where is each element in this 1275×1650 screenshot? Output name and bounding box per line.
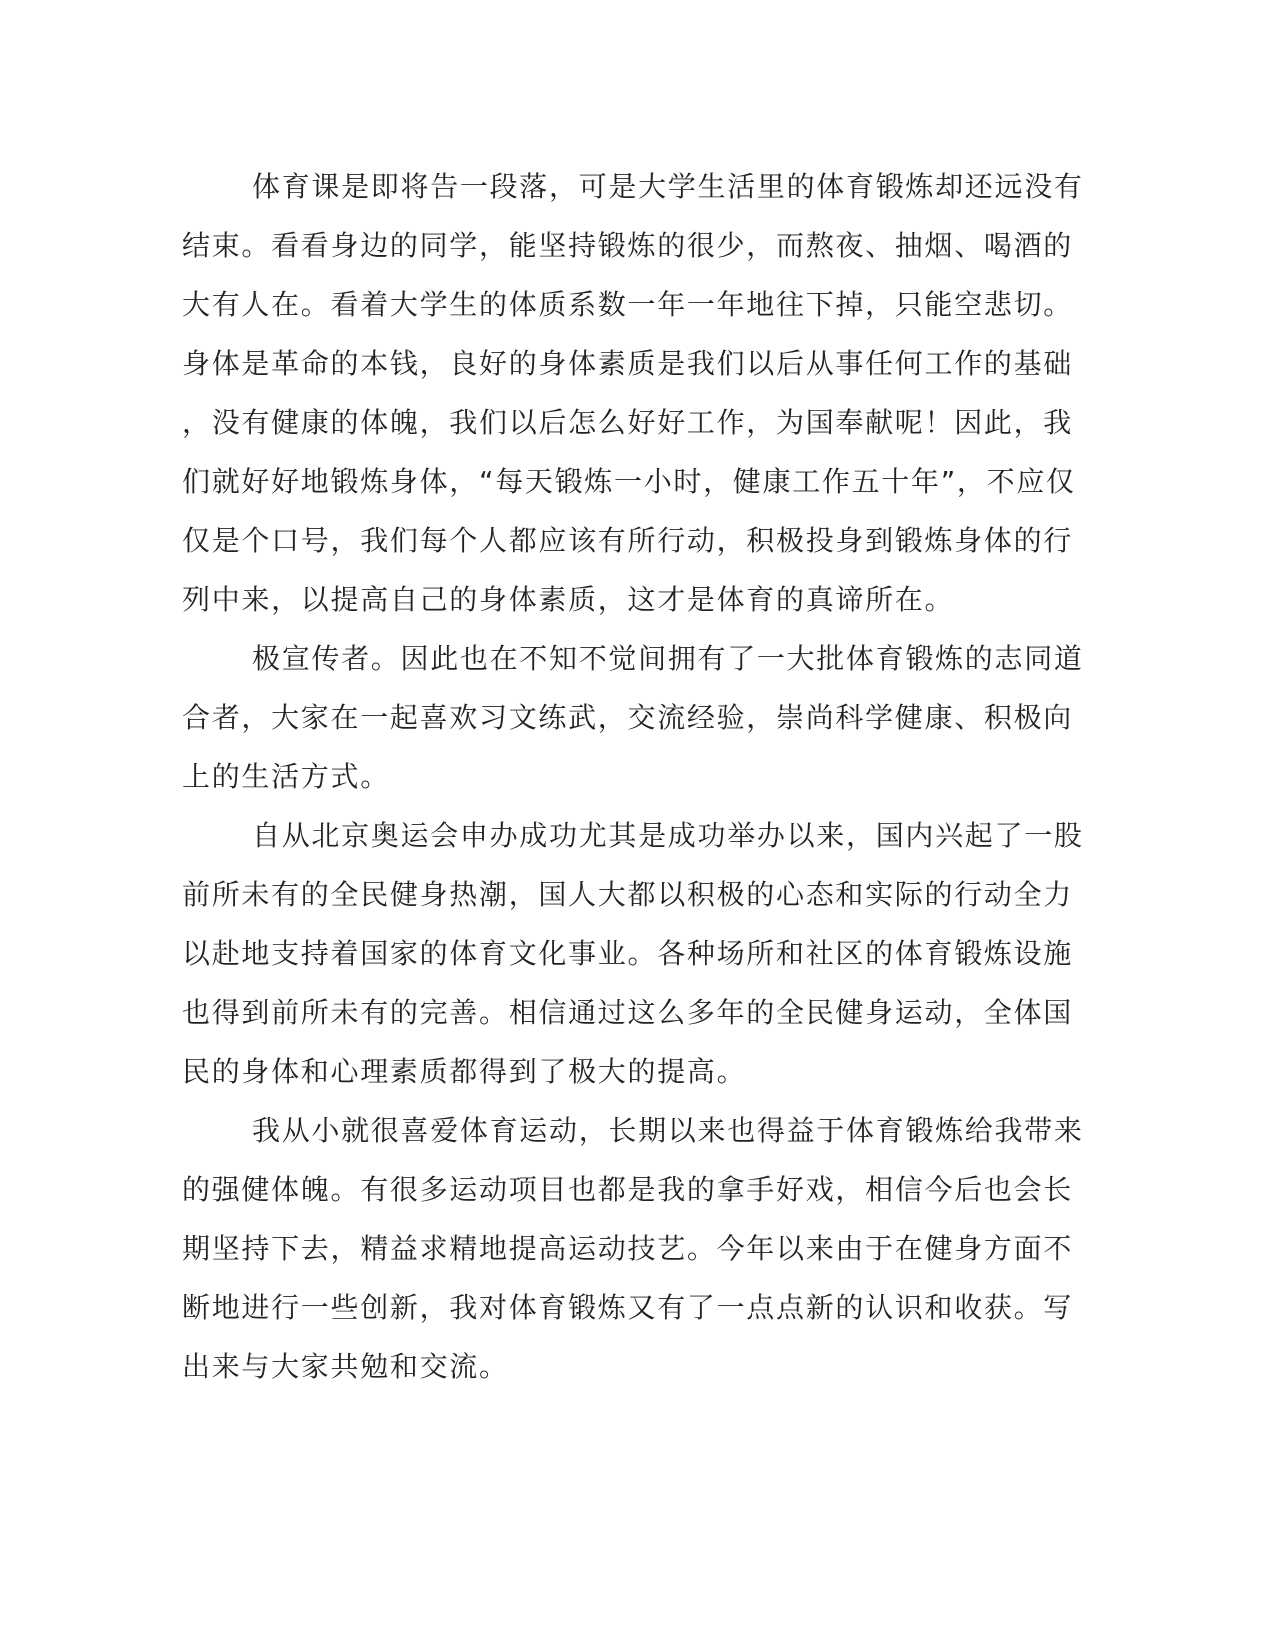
paragraph-1-line-6: 们就好好地锻炼身体，“每天锻炼一小时，健康工作五十年”，不应仅 [182, 465, 1076, 498]
paragraph-2-line-3: 上的生活方式。 [182, 760, 390, 793]
paragraph-4-line-5: 出来与大家共勉和交流。 [182, 1350, 509, 1383]
paragraph-4-line-1: 我从小就很喜爱体育运动，长期以来也得益于体育锻炼给我带来 [252, 1114, 1084, 1147]
paragraph-3-line-5: 民的身体和心理素质都得到了极大的提高。 [182, 1055, 747, 1088]
document-body [182, 157, 1084, 1396]
paragraph-4-line-2: 的强健体魄。有很多运动项目也都是我的拿手好戏，相信今后也会长 [182, 1173, 1074, 1206]
paragraph-4-line-3: 期坚持下去，精益求精地提高运动技艺。今年以来由于在健身方面不 [182, 1232, 1074, 1265]
paragraph-1-line-8: 列中来，以提高自己的身体素质，这才是体育的真谛所在。 [182, 583, 955, 616]
paragraph-1-line-2: 结束。看看身边的同学，能坚持锻炼的很少，而熬夜、抽烟、喝酒的 [182, 229, 1074, 262]
paragraph-1-line-1: 体育课是即将告一段落，可是大学生活里的体育锻炼却还远没有 [252, 170, 1084, 203]
paragraph-3-line-2: 前所未有的全民健身热潮，国人大都以积极的心态和实际的行动全力 [182, 878, 1074, 911]
paragraph-1-line-4: 身体是革命的本钱，良好的身体素质是我们以后从事任何工作的基础 [182, 347, 1074, 380]
paragraph-3-line-4: 也得到前所未有的完善。相信通过这么多年的全民健身运动，全体国 [182, 996, 1074, 1029]
paragraph-2-line-1: 极宣传者。因此也在不知不觉间拥有了一大批体育锻炼的志同道 [252, 642, 1084, 675]
paragraph-2-line-2: 合者，大家在一起喜欢习文练武，交流经验，崇尚科学健康、积极向 [182, 701, 1074, 734]
paragraph-3-line-1: 自从北京奥运会申办成功尤其是成功举办以来，国内兴起了一股 [252, 819, 1084, 852]
paragraph-3-line-3: 以赴地支持着国家的体育文化事业。各种场所和社区的体育锻炼设施 [182, 937, 1074, 970]
paragraph-4-line-4: 断地进行一些创新，我对体育锻炼又有了一点点新的认识和收获。写 [182, 1291, 1074, 1324]
paragraph-1-line-3: 大有人在。看着大学生的体质系数一年一年地往下掉，只能空悲切。 [182, 288, 1074, 321]
paragraph-1-line-5: ，没有健康的体魄，我们以后怎么好好工作，为国奉献呢！因此，我 [182, 406, 1074, 439]
paragraph-1-line-7: 仅是个口号，我们每个人都应该有所行动，积极投身到锻炼身体的行 [182, 524, 1074, 557]
